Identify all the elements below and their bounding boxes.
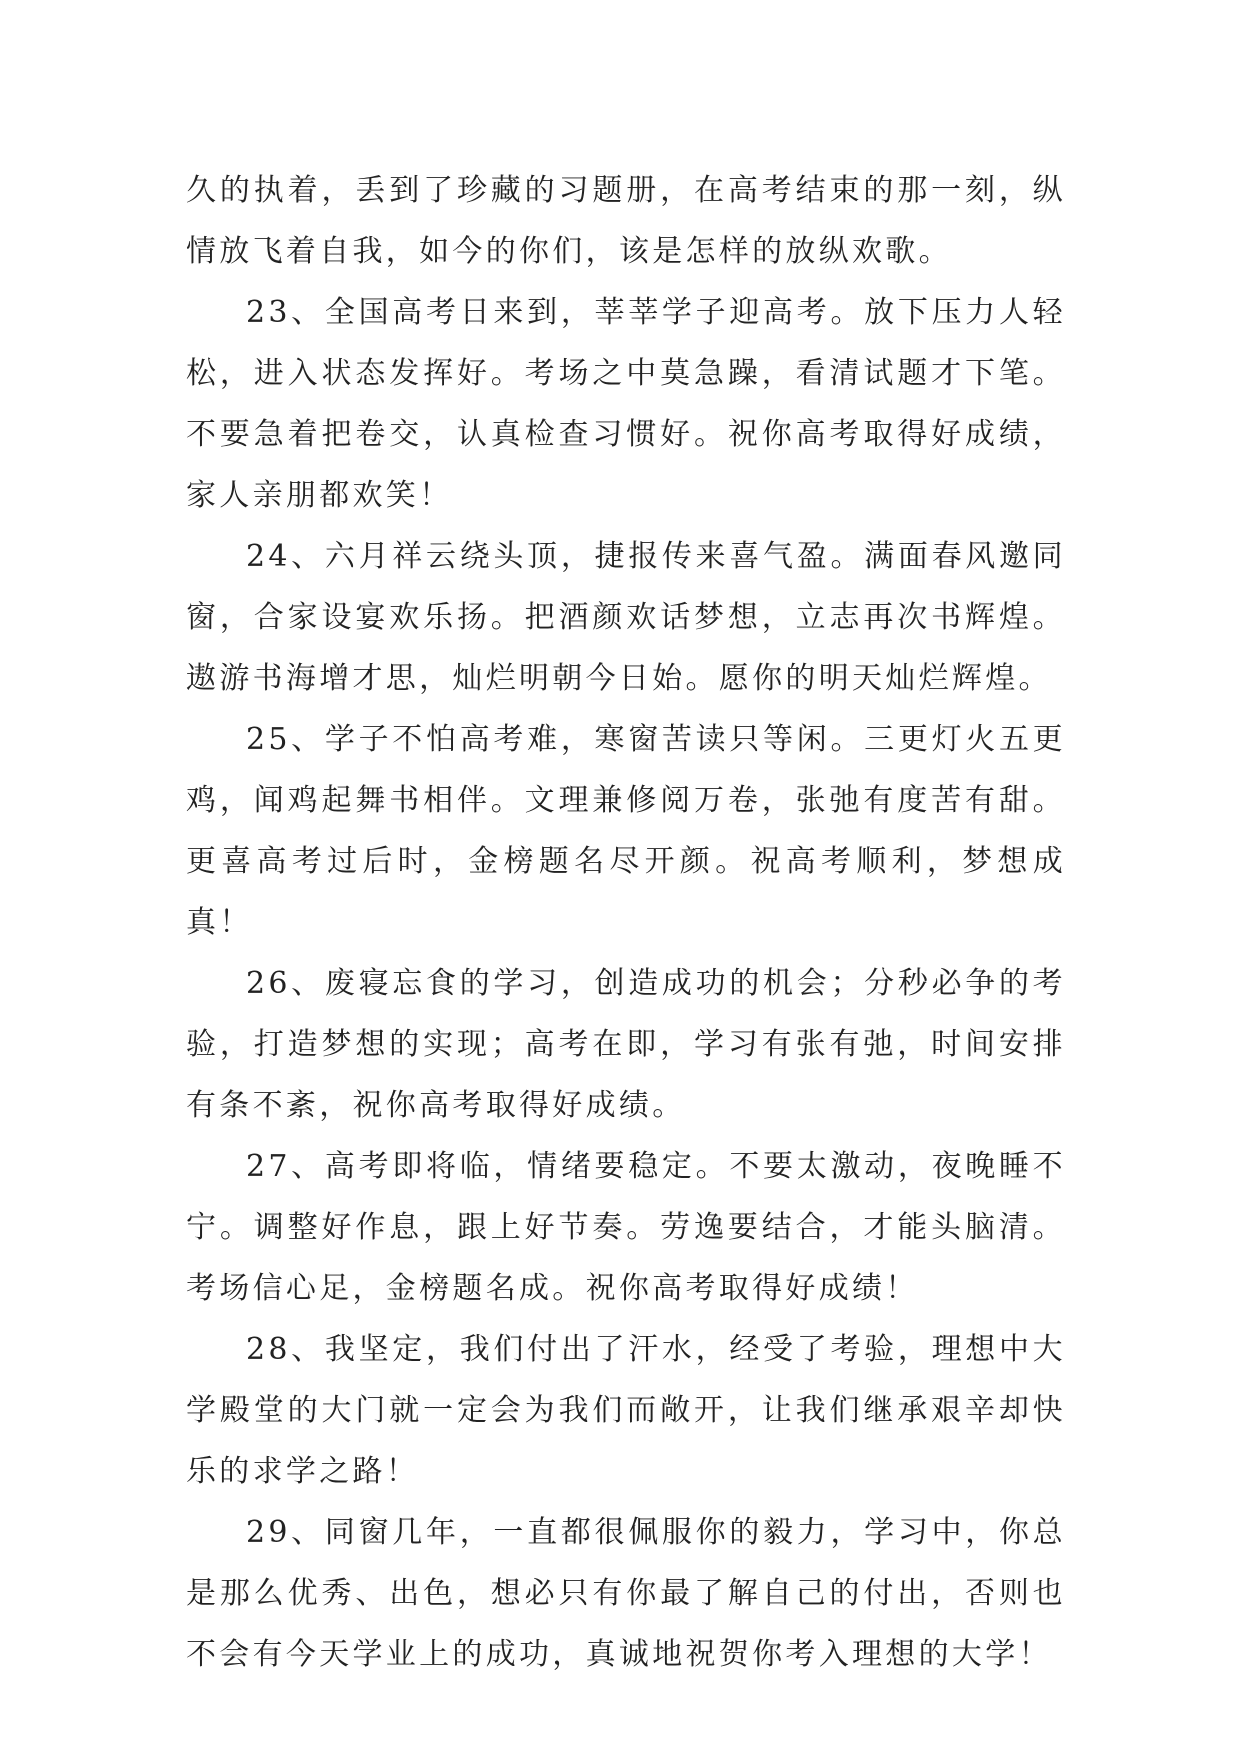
paragraph-23: 23、全国高考日来到，莘莘学子迎高考。放下压力人轻松，进入状态发挥好。考场之中莫急躁，看清试题才下笔。不要急着把卷交，认真检查习惯好。祝你高考取得好成绩，家人亲朋都欢笑！ — [186, 295, 1066, 513]
paragraph-26: 26、废寝忘食的学习，创造成功的机会；分秒必争的考验，打造梦想的实现；高考在即，学习有张有弛，时间安排有条不紊，祝你高考取得好成绩。 — [186, 966, 1066, 1123]
document-body — [186, 160, 1066, 1685]
paragraph-continuation: 久的执着，丢到了珍藏的习题册，在高考结束的那一刻，纵情放飞着自我，如今的你们，该是怎样的放纵欢歌。 — [186, 173, 1066, 269]
paragraph-27: 27、高考即将临，情绪要稳定。不要太激动，夜晚睡不宁。调整好作息，跟上好节奏。劳逸要结合，才能头脑清。考场信心足，金榜题名成。祝你高考取得好成绩！ — [186, 1149, 1066, 1306]
paragraph-28: 28、我坚定，我们付出了汗水，经受了考验，理想中大学殿堂的大门就一定会为我们而敞开，让我们继承艰辛却快乐的求学之路！ — [186, 1332, 1066, 1489]
paragraph-24: 24、六月祥云绕头顶，捷报传来喜气盈。满面春风邀同窗，合家设宴欢乐扬。把酒颜欢话梦想，立志再次书辉煌。遨游书海增才思，灿烂明朝今日始。愿你的明天灿烂辉煌。 — [186, 539, 1066, 696]
paragraph-29: 29、同窗几年，一直都很佩服你的毅力，学习中，你总是那么优秀、出色，想必只有你最了解自己的付出，否则也不会有今天学业上的成功，真诚地祝贺你考入理想的大学！ — [186, 1515, 1066, 1672]
paragraph-25: 25、学子不怕高考难，寒窗苦读只等闲。三更灯火五更鸡，闻鸡起舞书相伴。文理兼修阅万卷，张弛有度苦有甜。更喜高考过后时，金榜题名尽开颜。祝高考顺利，梦想成真！ — [186, 722, 1066, 940]
